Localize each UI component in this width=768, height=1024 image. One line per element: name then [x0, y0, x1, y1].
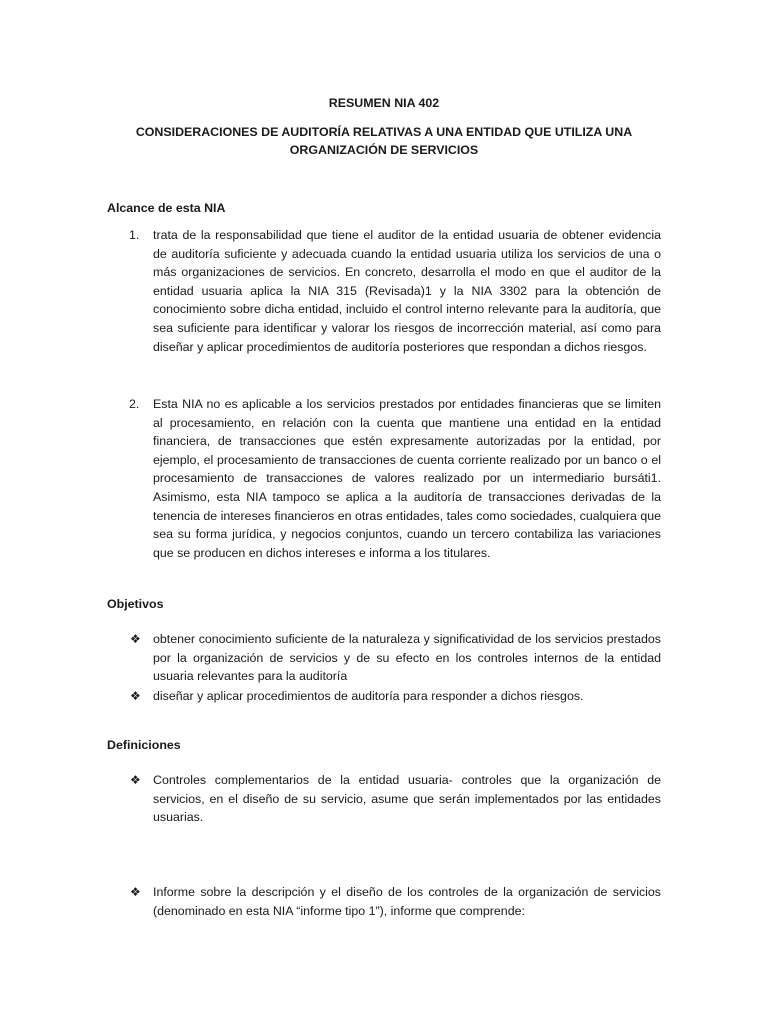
section-heading-objetivos: Objetivos [107, 597, 164, 611]
list-item-text: diseñar y aplicar procedimientos de auditoría para responder a dichos riesgos. [153, 689, 584, 703]
list-item-text: Informe sobre la descripción y el diseño de los controles de la organización de servicios (denominado en esta NIA “informe tipo 1”), informe que comprende: [153, 885, 661, 918]
document-title: RESUMEN NIA 402 [328, 96, 440, 110]
document-subtitle-line-2: ORGANIZACIÓN DE SERVICIOS [289, 143, 479, 157]
document-subtitle-line-1: CONSIDERACIONES DE AUDITORÍA RELATIVAS A UNA ENTIDAD QUE UTILIZA UNA [135, 125, 633, 139]
list-number: 2. [129, 397, 140, 411]
list-item-text: trata de la responsabilidad que tiene el auditor de la entidad usuaria de obtener evidencia de auditoría suficiente y adecuada cuando la entidad usuaria utiliza los servicios de una o más organizaciones de servicios. En concreto, desarrolla el modo en que el auditor de la entidad usuaria aplica la NIA 315 (Revisada)1 y la NIA 3302 para la obtención de conocimiento sobre dicha entidad, incluido el control interno relevante para la auditoría, que sea suficiente para identificar y valorar los riesgos de incorrección material, así como para diseñar y aplicar procedimientos de auditoría posteriores que respondan a dichos riesgos. [153, 228, 661, 354]
list-item-text: Controles complementarios de la entidad usuaria- controles que la organización de servicios, en el diseño de su servicio, asume que serán implementados por las entidades usuarias. [153, 773, 661, 825]
diamond-bullet-icon: ❖ [130, 773, 141, 787]
diamond-bullet-icon: ❖ [130, 885, 141, 899]
section-heading-alcance: Alcance de esta NIA [107, 201, 226, 215]
diamond-bullet-icon: ❖ [130, 689, 141, 703]
diamond-bullet-icon: ❖ [130, 632, 141, 646]
list-item-text: Esta NIA no es aplicable a los servicios prestados por entidades financieras que se limiten al procesamiento, en relación con la cuenta que mantiene una entidad en la entidad financiera, de transacciones que estén expresamente autorizadas por la entidad, por ejemplo, el procesamiento de transacciones de cuenta corriente realizado por un banco o el procesamiento de transacciones de valores realizado por un intermediario bursáti1. Asimismo, esta NIA tampoco se aplica a la auditoría de transacciones derivadas de la tenencia de intereses financieros en otras entidades, tales como sociedades, cualquiera que sea su forma jurídica, y negocios conjuntos, cuando un tercero contabiliza las variaciones que se producen en dichos intereses e informa a los titulares. [153, 397, 661, 560]
list-item-text: obtener conocimiento suficiente de la naturaleza y significatividad de los servicios prestados por la organización de servicios y de su efecto en los controles internos de la entidad usuaria relevantes para la auditoría [153, 632, 661, 684]
list-number: 1. [129, 228, 140, 242]
section-heading-definiciones: Definiciones [107, 738, 181, 752]
